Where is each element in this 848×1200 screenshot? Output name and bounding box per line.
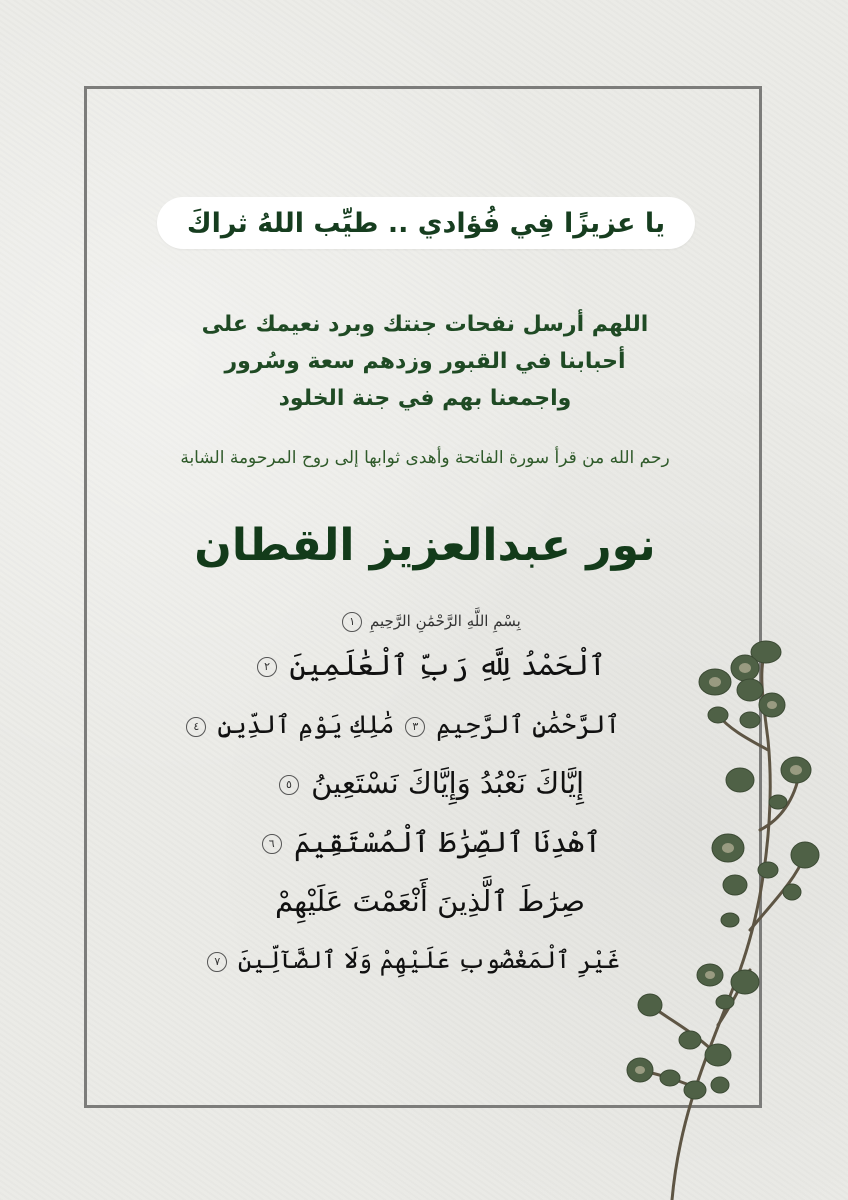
ayah-number-marker: ٤ bbox=[186, 717, 206, 737]
prayer-text bbox=[160, 306, 690, 417]
ayah-text: إِيَّاكَ نَعْبُدُ وَإِيَّاكَ نَسْتَعِينُ bbox=[311, 766, 585, 800]
prayer-line: واجمعنا بهم في جنة الخلود bbox=[278, 386, 572, 411]
ayah-number-marker: ٧ bbox=[207, 952, 227, 972]
herb-sprig-illustration bbox=[600, 630, 848, 1200]
ayah-line bbox=[240, 754, 620, 813]
ayah-number-marker: ٦ bbox=[262, 834, 282, 854]
greeting-text: يا عزيزًا فِي فُؤادي .. طيِّب اللهُ ثراكَ bbox=[186, 207, 666, 239]
ayah-text: مَٰلِكِ يَوْمِ ٱلدِّينِ bbox=[217, 710, 395, 739]
basmala-text: بِسْمِ اللَّهِ الرَّحْمَٰنِ الرَّحِيمِ bbox=[370, 612, 521, 630]
ayah-text: غَيْرِ ٱلْمَغْضُوبِ عَلَيْهِمْ وَلَا ٱلضَّآلِّينَ bbox=[237, 946, 620, 974]
ayah-line bbox=[240, 636, 620, 695]
ayah-number-marker: ٢ bbox=[257, 657, 277, 677]
deceased-name: نور عبدالعزيز القطان bbox=[194, 520, 656, 571]
ayah-number-marker: ١ bbox=[342, 612, 362, 632]
ayah-line bbox=[240, 872, 620, 931]
ayah-text: صِرَٰطَ ٱلَّذِينَ أَنْعَمْتَ عَلَيْهِمْ bbox=[275, 884, 585, 918]
ayah-line bbox=[214, 931, 620, 990]
dedication-line: رحم الله من قرأ سورة الفاتحة وأهدى ثوابها إلى روح المرحومة الشابة bbox=[180, 448, 670, 468]
basmala-line bbox=[240, 606, 620, 636]
ayah-number-marker: ٣ bbox=[405, 717, 425, 737]
ayah-text: ٱلْحَمْدُ لِلَّهِ رَبِّ ٱلْعَٰلَمِينَ bbox=[289, 648, 606, 682]
ayah-number-marker: ٥ bbox=[279, 775, 299, 795]
ayah-text: ٱهْدِنَا ٱلصِّرَٰطَ ٱلْمُسْتَقِيمَ bbox=[293, 825, 602, 859]
prayer-line: اللهم أرسل نفحات جنتك وبرد نعيمك على bbox=[201, 312, 649, 337]
ayah-line bbox=[240, 813, 620, 872]
ayah-text: ٱلرَّحْمَٰنِ ٱلرَّحِيمِ bbox=[436, 710, 620, 739]
ayah-line bbox=[193, 695, 620, 754]
greeting-banner bbox=[157, 197, 695, 249]
prayer-line: أحبابنا في القبور وزدهم سعة وسُرور bbox=[224, 349, 626, 374]
surah-fatiha bbox=[193, 606, 620, 990]
